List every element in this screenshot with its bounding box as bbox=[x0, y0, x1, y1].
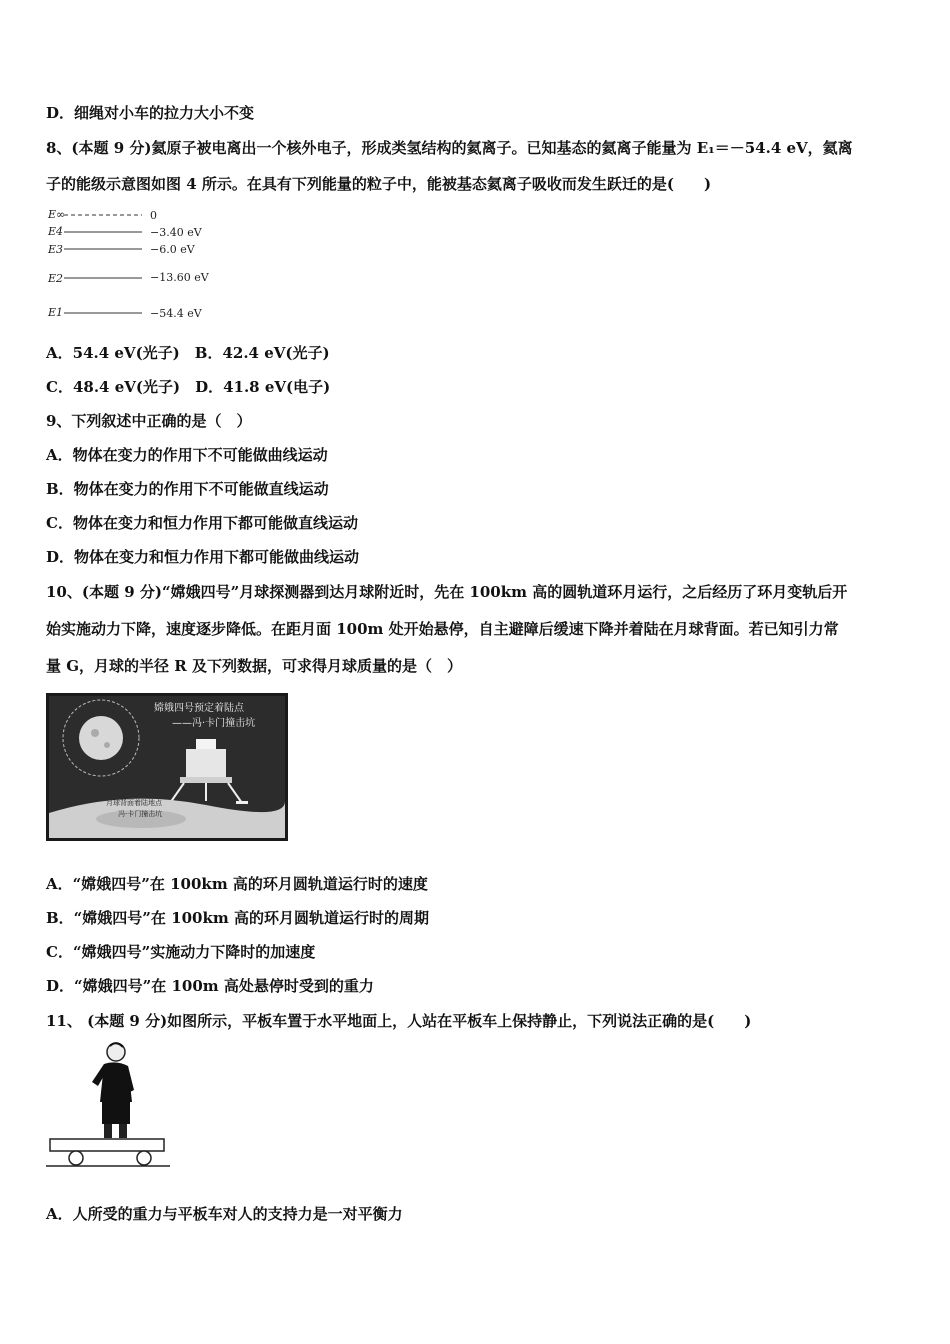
q10-stem-line1: 10、(本题 9 分)“嫦娥四号”月球探测器到达月球附近时，先在 100km 高的圆轨道环月运行，之后经历了环月变轨后开 bbox=[46, 583, 848, 601]
q11-option-a: A．人所受的重力与平板车对人的支持力是一对平衡力 bbox=[46, 1205, 403, 1223]
change4-lander-image bbox=[46, 693, 288, 841]
q10-option-c: C．“嫦娥四号”实施动力下降时的加速度 bbox=[46, 943, 316, 961]
q10-stem-line3: 量 G，月球的半径 R 及下列数据，可求得月球质量的是（ ） bbox=[46, 657, 462, 675]
level-label-3: E3 bbox=[48, 243, 64, 256]
q9-stem: 9、下列叙述中正确的是（ ） bbox=[46, 412, 252, 430]
q8-options-row2: C．48.4 eV(光子) D．41.8 eV(电子) bbox=[46, 378, 331, 396]
q10-option-a: A．“嫦娥四号”在 100km 高的环月圆轨道运行时的速度 bbox=[46, 875, 428, 893]
image-caption-low: 月球背面着陆地点 bbox=[106, 799, 162, 807]
energy-level-diagram bbox=[46, 203, 226, 323]
image-caption-low2: 冯·卡门撞击坑 bbox=[118, 810, 163, 818]
level-label-4: E4 bbox=[48, 225, 64, 238]
level-value-3: −6.0 eV bbox=[150, 243, 195, 256]
moon-icon bbox=[79, 716, 123, 760]
q9-option-c: C．物体在变力和恒力作用下都可能做直线运动 bbox=[46, 514, 358, 532]
q10-option-b: B．“嫦娥四号”在 100km 高的环月圆轨道运行时的周期 bbox=[46, 909, 429, 927]
q9-option-b: B．物体在变力的作用下不可能做直线运动 bbox=[46, 480, 329, 498]
level-label-1: E1 bbox=[48, 306, 64, 319]
level-value-4: −3.40 eV bbox=[150, 226, 202, 239]
q8-stem-line1: 8、(本题 9 分)氦原子被电离出一个核外电子，形成类氢结构的氦离子。已知基态的氦离子能量为 E₁＝－54.4 eV，氦离 bbox=[46, 139, 853, 157]
q9-option-a: A．物体在变力的作用下不可能做曲线运动 bbox=[46, 446, 328, 464]
level-value-1: −54.4 eV bbox=[150, 307, 202, 320]
level-label-inf: E∞ bbox=[48, 208, 66, 221]
q7-option-d: D．细绳对小车的拉力大小不变 bbox=[46, 104, 255, 122]
q8-stem-line2: 子的能级示意图如图 4 所示。在具有下列能量的粒子中，能被基态氦离子吸收而发生跃迁的是( ) bbox=[46, 175, 712, 193]
level-label-2: E2 bbox=[48, 272, 64, 285]
image-caption-top: 嫦娥四号预定着陆点 bbox=[154, 703, 244, 714]
person-icon bbox=[92, 1043, 134, 1138]
level-value-inf: 0 bbox=[150, 209, 157, 222]
q9-option-d: D．物体在变力和恒力作用下都可能做曲线运动 bbox=[46, 548, 360, 566]
level-value-2: −13.60 eV bbox=[150, 271, 209, 284]
q8-options-row1: A．54.4 eV(光子) B．42.4 eV(光子) bbox=[46, 344, 330, 362]
q10-option-d: D．“嫦娥四号”在 100m 高处悬停时受到的重力 bbox=[46, 977, 374, 995]
cart-icon bbox=[46, 1139, 170, 1166]
q11-stem: 11、 (本题 9 分)如图所示，平板车置于水平地面上，人站在平板车上保持静止，下列说法正确的是( ) bbox=[46, 1012, 752, 1030]
q10-stem-line2: 始实施动力下降，速度逐步降低。在距月面 100m 处开始悬停，自主避障后缓速下降并着陆在月球背面。若已知引力常 bbox=[46, 620, 839, 638]
person-on-cart-image bbox=[46, 1040, 170, 1172]
image-caption-sub: ——冯·卡门撞击坑 bbox=[172, 718, 256, 729]
